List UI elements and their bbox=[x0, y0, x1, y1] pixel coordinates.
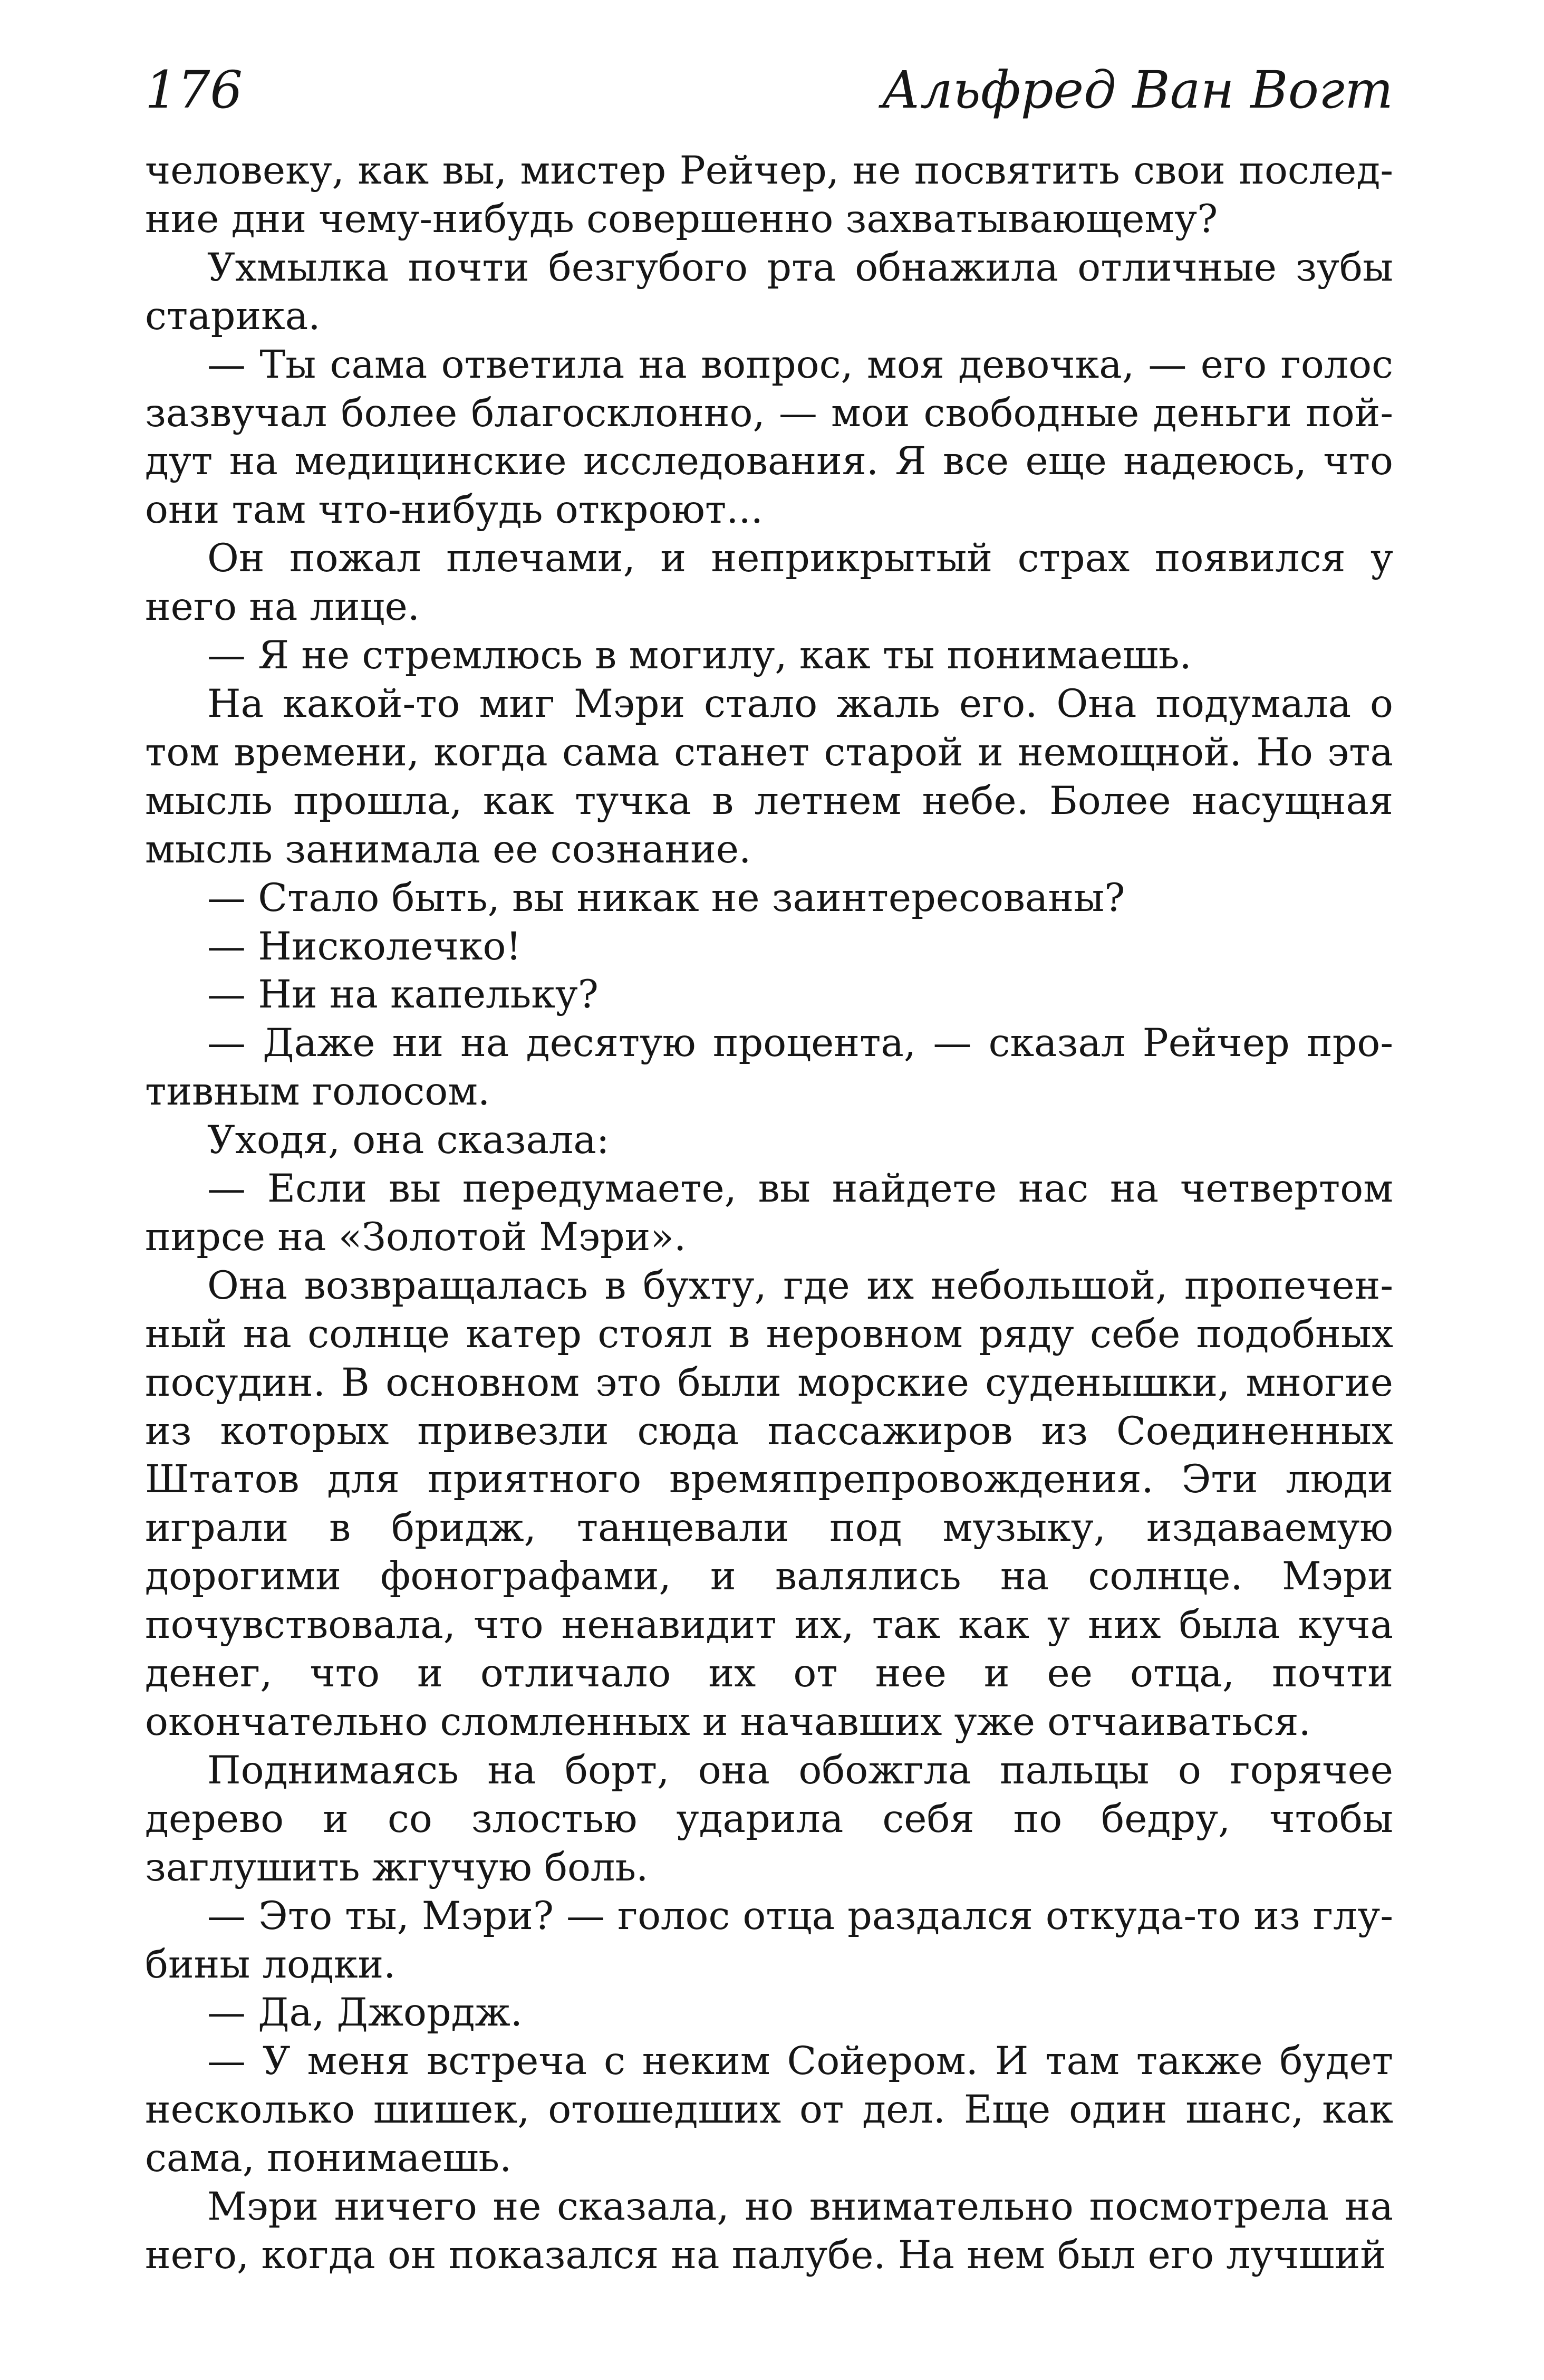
paragraph: — Стало быть, вы никак не заинтересованы? bbox=[207, 875, 1125, 920]
paragraph: — Я не стремлюсь в могилу, как ты понимаешь. bbox=[207, 633, 1192, 678]
paragraph: — У меня встреча с неким Сойером. И там также будет несколько шишек, отошедших от дел. Еще один шанс, как сама, понимаешь. bbox=[145, 2039, 1393, 2181]
paragraph: — Если вы передумаете, вы найдете нас на четвертом пирсе на «Золотой Мэри». bbox=[145, 1166, 1393, 1260]
body-text bbox=[145, 147, 1393, 2280]
running-title: Альфред Ван Вогт bbox=[881, 60, 1393, 120]
running-head bbox=[145, 51, 1393, 130]
paragraph: Поднимаясь на борт, она обожгла пальцы о горячее дерево и со злостью ударила себя по бедру, чтобы заглушить жгучую боль. bbox=[145, 1748, 1393, 1890]
page-number: 176 bbox=[145, 60, 243, 120]
paragraph: — Ты сама ответила на вопрос, моя девочка, — его голос зазвучал более благосклонно, — мои свободные деньги пойдут на медицинские исследования. Я все еще надеюсь, что они там что-нибудь откроют... bbox=[145, 342, 1393, 533]
paragraph: — Это ты, Мэри? — голос отца раздался откуда-то из глубины лодки. bbox=[145, 1893, 1393, 1987]
paragraph: — Да, Джордж. bbox=[207, 1990, 523, 2036]
paragraph: Он пожал плечами, и неприкрытый страх появился у него на лице. bbox=[145, 536, 1393, 630]
paragraph: — Даже ни на десятую процента, — сказал Рейчер противным голосом. bbox=[145, 1021, 1393, 1115]
paragraph: человеку, как вы, мистер Рейчер, не посвятить свои последние дни чему-нибудь совершенно захватывающему? bbox=[145, 148, 1393, 242]
paragraph: Мэри ничего не сказала, но внимательно посмотрела на него, когда он показался на палубе. На нем был его лучший bbox=[145, 2184, 1393, 2278]
paragraph: — Ни на капельку? bbox=[207, 972, 599, 1018]
paragraph: — Нисколечко! bbox=[207, 924, 522, 969]
paragraph: Уходя, она сказала: bbox=[207, 1118, 610, 1163]
paragraph: Ухмылка почти безгубого рта обнажила отличные зубы старика. bbox=[145, 245, 1393, 339]
paragraph: На какой-то миг Мэри стало жаль его. Она подумала о том времени, когда сама станет старой и немощной. Но эта мысль прошла, как тучка в летнем небе. Более насущная мысль занимала ее сознание. bbox=[145, 681, 1393, 872]
paragraph: Она возвращалась в бухту, где их небольшой, пропеченный на солнце катер стоял в неровном ряду себе подобных посудин. В основном это были морские суденышки, многие из которых привезли сюда пассажиров из Соединенных Штатов для приятного времяпрепровождения. Эти люди играли в бридж, танцевали под музыку, издаваемую дорогими фонографами, и валялись на солнце. Мэри почувствовала, что ненавидит их, так как у них была куча денег, что и отличало их от нее и ее отца, почти окончательно сломленных и начавших уже отчаиваться. bbox=[145, 1263, 1393, 1744]
